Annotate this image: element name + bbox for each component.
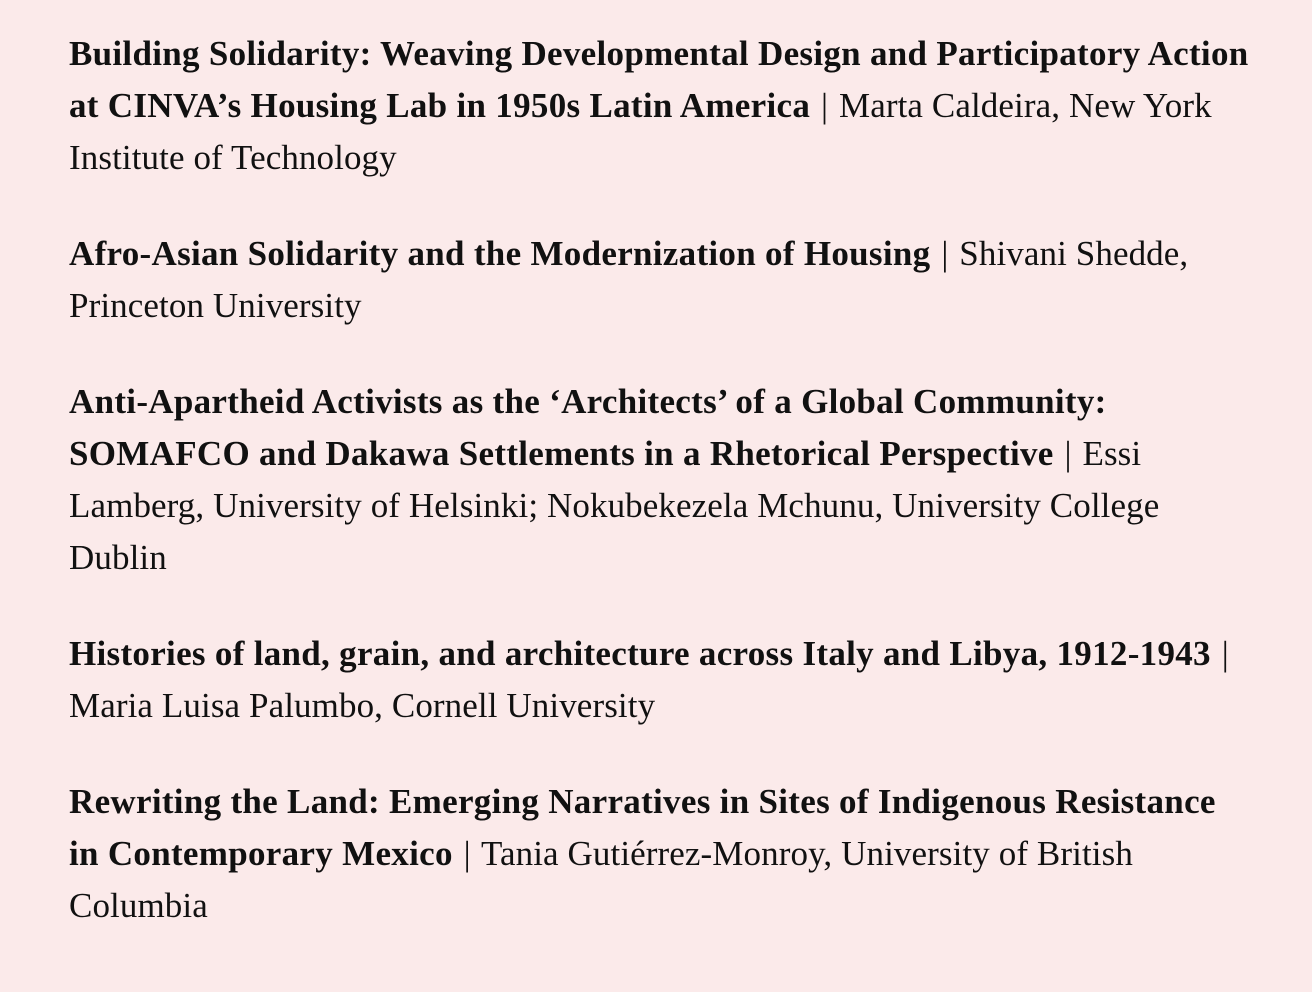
separator: | [463,834,471,873]
paper-entry [69,228,1252,332]
paper-authors: Maria Luisa Palumbo, Cornell University [69,686,656,725]
paper-authors: Essi Lamberg, University of Helsinki; Nokubekezela Mchunu, University College Dublin [69,434,1160,577]
paper-title: Afro-Asian Solidarity and the Modernization of Housing [69,234,931,273]
paper-authors: Shivani Shedde, Princeton University [69,234,1189,325]
paper-authors: Marta Caldeira, New York Institute of Technology [69,86,1212,177]
paper-entry [69,776,1252,932]
separator: | [941,234,949,273]
paper-authors: Tania Gutiérrez-Monroy, University of British Columbia [69,834,1133,925]
paper-title: Histories of land, grain, and architecture across Italy and Libya, 1912-1943 [69,634,1211,673]
paper-entry [69,28,1252,184]
separator: | [821,86,829,125]
paper-title: Anti-Apartheid Activists as the ‘Architects’ of a Global Community: SOMAFCO and Dakawa Settlements in a Rhetorical Perspective [69,382,1107,473]
paper-title: Building Solidarity: Weaving Developmental Design and Participatory Action at CINVA’s Housing Lab in 1950s Latin America [69,34,1249,125]
paper-title: Rewriting the Land: Emerging Narratives in Sites of Indigenous Resistance in Contemporary Mexico [69,782,1216,873]
separator: | [1064,434,1072,473]
separator: | [1221,634,1229,673]
paper-entry [69,628,1252,732]
paper-entry [69,376,1252,584]
